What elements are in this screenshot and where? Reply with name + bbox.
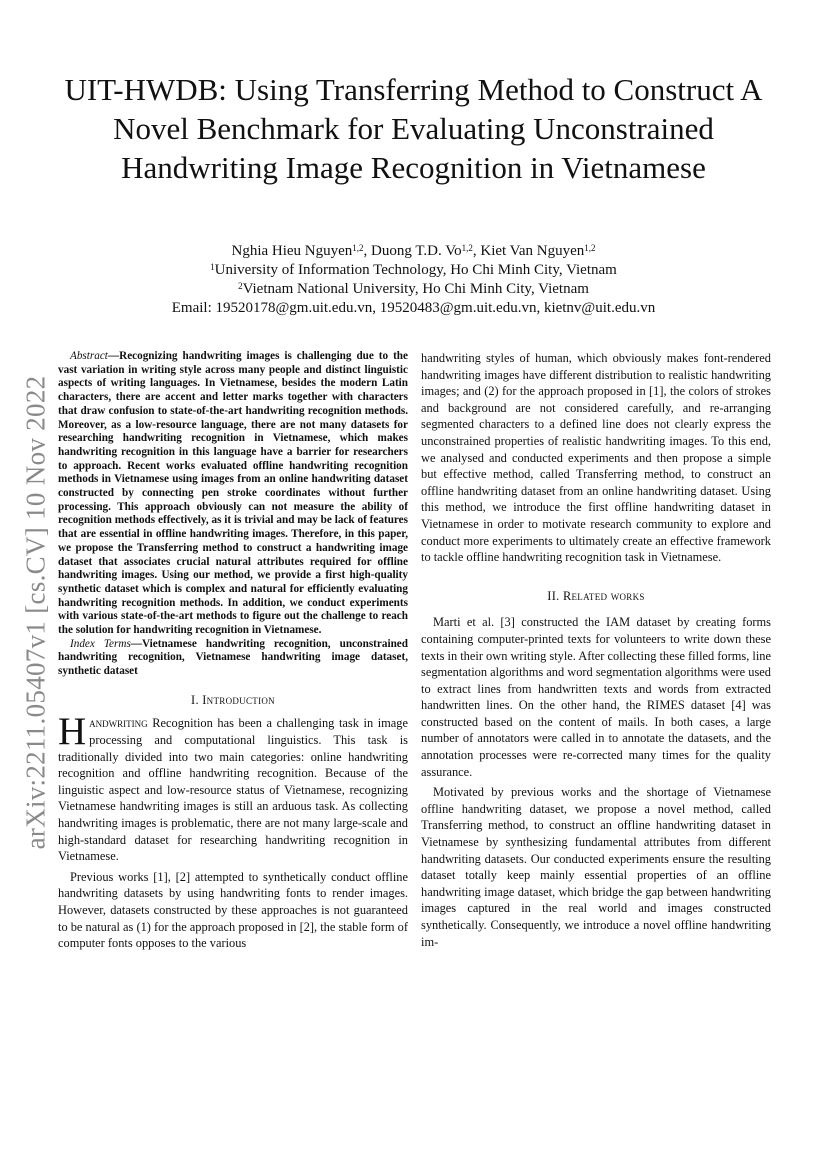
- author-name: Kiet Van Nguyen: [480, 243, 585, 259]
- left-column: [58, 350, 408, 952]
- section-heading-introduction: I. Introduction: [191, 692, 275, 707]
- author-affil-sup: 1,2: [584, 243, 596, 253]
- author-name: Nghia Hieu Nguyen: [231, 243, 353, 259]
- right-column: [421, 350, 771, 950]
- abstract: [58, 350, 408, 638]
- intro-paragraph-2-continued: handwriting styles of human, which obviously makes font-rendered handwriting images have different distribution to realistic handwriting images; and (2) for the approach proposed in [1], the colors of strokes and background are not considered carefully, and re-arranging segmented characters to a defined line does not clearly express the unconstrained properties of realistic handwriting images. To this end, we analysed and conducted experiments and then propose a simple but effective method, called Transferring method, to construct an offline handwriting dataset from an online handwriting dataset. Using this method, we introduce the first offline handwriting dataset in Vietnamese in order to motivate research community to explore and conduct more experiments to ultimately create an effective framework to tackle offline handwriting recognition task in Vietnamese.: [421, 351, 771, 565]
- author-emails: Email: 19520178@gm.uit.edu.vn, 19520483@gm.uit.edu.vn, kietnv@uit.edu.vn: [171, 300, 656, 316]
- intro-paragraph-1: Handwriting Recognition has been a challenging task in image processing and computational linguistics. This task is traditionally divided into two main categories: online handwriting recognition and offline handwriting recognition. Because of the linguistic aspect and low-resource status of Vietnamese, recognizing Vietnamese handwriting images is still an arduous task. As collecting handwriting images is problematic, there are not many large-scale and high-standard dataset for researching handwriting recognition in Vietnamese.: [58, 710, 408, 864]
- author-affil-sup: 1,2: [461, 243, 473, 253]
- author-affil-sup: 1,2: [352, 243, 364, 253]
- related-paragraph-1: Marti et al. [3] constructed the IAM dataset by creating forms containing computer-printed texts for volunteers to write down these texts in their own writing style. After collecting these filled forms, line segmentation algorithms and word segmentation algorithms were used to extract lines from handwritten texts and words from extracted handwritten lines. On the other hand, the RIMES dataset [4] was constructed based on the content of mails. In both cases, a large number of annotators were called in to annotate the datasets, and the annotation processes were re-corrected many times for the quality assurance.: [421, 615, 771, 779]
- index-terms: [58, 638, 408, 679]
- author-block: [60, 242, 767, 318]
- index-terms-label: Index Terms: [70, 637, 131, 650]
- paper-title: UIT-HWDB: Using Transferring Method to Construct A Novel Benchmark for Evaluating Unconstrained Handwriting Image Recognition in Vietnamese: [64, 72, 763, 185]
- abstract-label: Abstract: [70, 350, 108, 362]
- affiliation-2: $^2$Vietnam National University, Ho Chi Minh City, Vietnam: [238, 281, 589, 297]
- related-paragraph-2: Motivated by previous works and the shortage of Vietnamese offline handwriting dataset, we propose a novel method, called Transferring method, to construct an offline handwriting dataset in Vietnamese by synthesizing fundamental attributes from different handwriting datasets. Our conducted experiments ensure the resulting dataset totally keep mainly essential properties of an offline handwriting image dataset, which bridge the gap between handwriting images captured in the real world and images constructed synthetically. Consequently, we introduce a novel offline handwriting im-: [421, 785, 771, 949]
- arxiv-watermark: [14, 352, 58, 872]
- intro-paragraph-2: Previous works [1], [2] attempted to synthetically conduct offline handwriting datasets by using handwriting fonts to render images. However, datasets constructed by these approaches is not guaranteed to be natural as (1) for the approach proposed in [2], the stable form of computer fonts opposes to the various: [58, 869, 408, 951]
- section-heading-related-works: II. Related works: [547, 588, 645, 603]
- arxiv-id-text: arXiv:2211.05407v1 [cs.CV] 10 Nov 2022: [20, 375, 51, 849]
- author-names: Nghia Hieu Nguyen$^{1,2}$, Duong T.D. Vo$^{1,2}$, Kiet Van Nguyen$^{1,2}$: [231, 243, 596, 259]
- index-terms-text: —Vietnamese handwriting recognition, unconstrained handwriting recognition, Vietnamese handwriting image dataset, synthetic dataset: [58, 637, 408, 678]
- affiliation-1: $^1$University of Information Technology, Ho Chi Minh City, Vietnam: [210, 262, 617, 278]
- abstract-text: —Recognizing handwriting images is challenging due to the vast variation in writing style across many people and distinct linguistic aspects of writing languages. In Vietnamese, besides the modern Latin characters, there are accent and letter marks together with characters that draw confusion to state-of-the-art handwriting recognition methods. Moreover, as a low-resource language, there are not many datasets for researching handwriting recognition in Vietnamese, which makes handwriting recognition in this language have a barrier for researchers to approach. Recent works evaluated offline handwriting recognition methods in Vietnamese using images from an online handwriting dataset constructed by connecting pen stroke coordinates without further processing. This approach obviously can not measure the ability of recognition methods effectively, as it is trivial and may be lack of features that are essential in offline handwriting images. Therefore, in this paper, we propose the Transferring method to construct a handwriting image dataset that associates crucial natural attributes required for offline handwriting images. Using our method, we provide a first high-quality synthetic dataset which is complex and natural for efficiently evaluating handwriting recognition methods. In addition, we conduct experiments with various state-of-the-art methods to figure out the challenge to reach the solution for handwriting recognition in Vietnamese.: [58, 350, 408, 637]
- author-name: Duong T.D. Vo: [371, 243, 462, 259]
- drop-cap: H: [58, 710, 87, 754]
